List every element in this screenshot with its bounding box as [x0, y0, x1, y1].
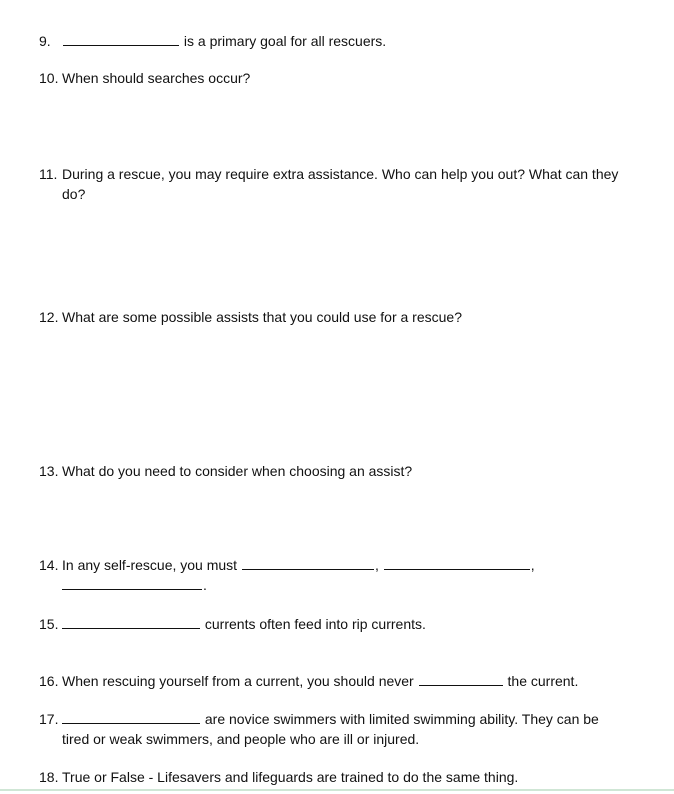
answer-blank[interactable] [62, 709, 200, 724]
question-text: True or False - Lifesavers and lifeguards are trained to do the same thing. [62, 769, 519, 785]
question-text: is a primary goal for all rescuers. [183, 33, 387, 49]
question-15 [39, 614, 629, 634]
question-text-end: the current. [507, 673, 579, 689]
question-12 [39, 307, 629, 327]
question-14 [39, 555, 629, 595]
question-number: 17. [39, 711, 59, 727]
question-9 [39, 31, 629, 51]
page-bottom-rule [0, 789, 674, 791]
question-text: During a rescue, you may require extra assistance. Who can help you out? What can they do? [62, 166, 619, 202]
answer-blank[interactable] [242, 555, 374, 570]
question-text: When should searches occur? [62, 70, 251, 86]
question-number: 10. [39, 70, 59, 86]
question-text: currents often feed into rip currents. [204, 616, 426, 632]
question-16 [39, 671, 629, 691]
question-13 [39, 461, 629, 481]
question-text: When rescuing yourself from a current, you should never [62, 673, 414, 689]
question-number: 12. [39, 309, 59, 325]
question-number: 16. [39, 673, 59, 689]
question-text: What do you need to consider when choosing an assist? [62, 463, 413, 479]
question-number: 18. [39, 769, 59, 785]
separator: , [530, 557, 535, 573]
question-number: 11. [39, 166, 58, 182]
answer-blank[interactable] [63, 31, 179, 46]
answer-blank[interactable] [62, 575, 202, 590]
question-number: 13. [39, 463, 59, 479]
question-text: are novice swimmers with limited swimming ability. They can be tired or weak swimmers, and people who are ill or injured. [62, 711, 599, 747]
separator: . [203, 577, 207, 593]
answer-blank[interactable] [384, 555, 530, 570]
answer-blank[interactable] [419, 671, 503, 686]
question-10 [39, 68, 629, 88]
question-18 [39, 767, 629, 787]
question-17 [39, 709, 629, 749]
question-text: In any self-rescue, you must [62, 557, 238, 573]
question-number: 9. [39, 33, 51, 49]
question-text: What are some possible assists that you could use for a rescue? [62, 309, 462, 325]
question-11 [39, 164, 629, 204]
question-number: 14. [39, 557, 59, 573]
separator: , [374, 557, 379, 573]
question-number: 15. [39, 616, 59, 632]
answer-blank[interactable] [62, 614, 200, 629]
